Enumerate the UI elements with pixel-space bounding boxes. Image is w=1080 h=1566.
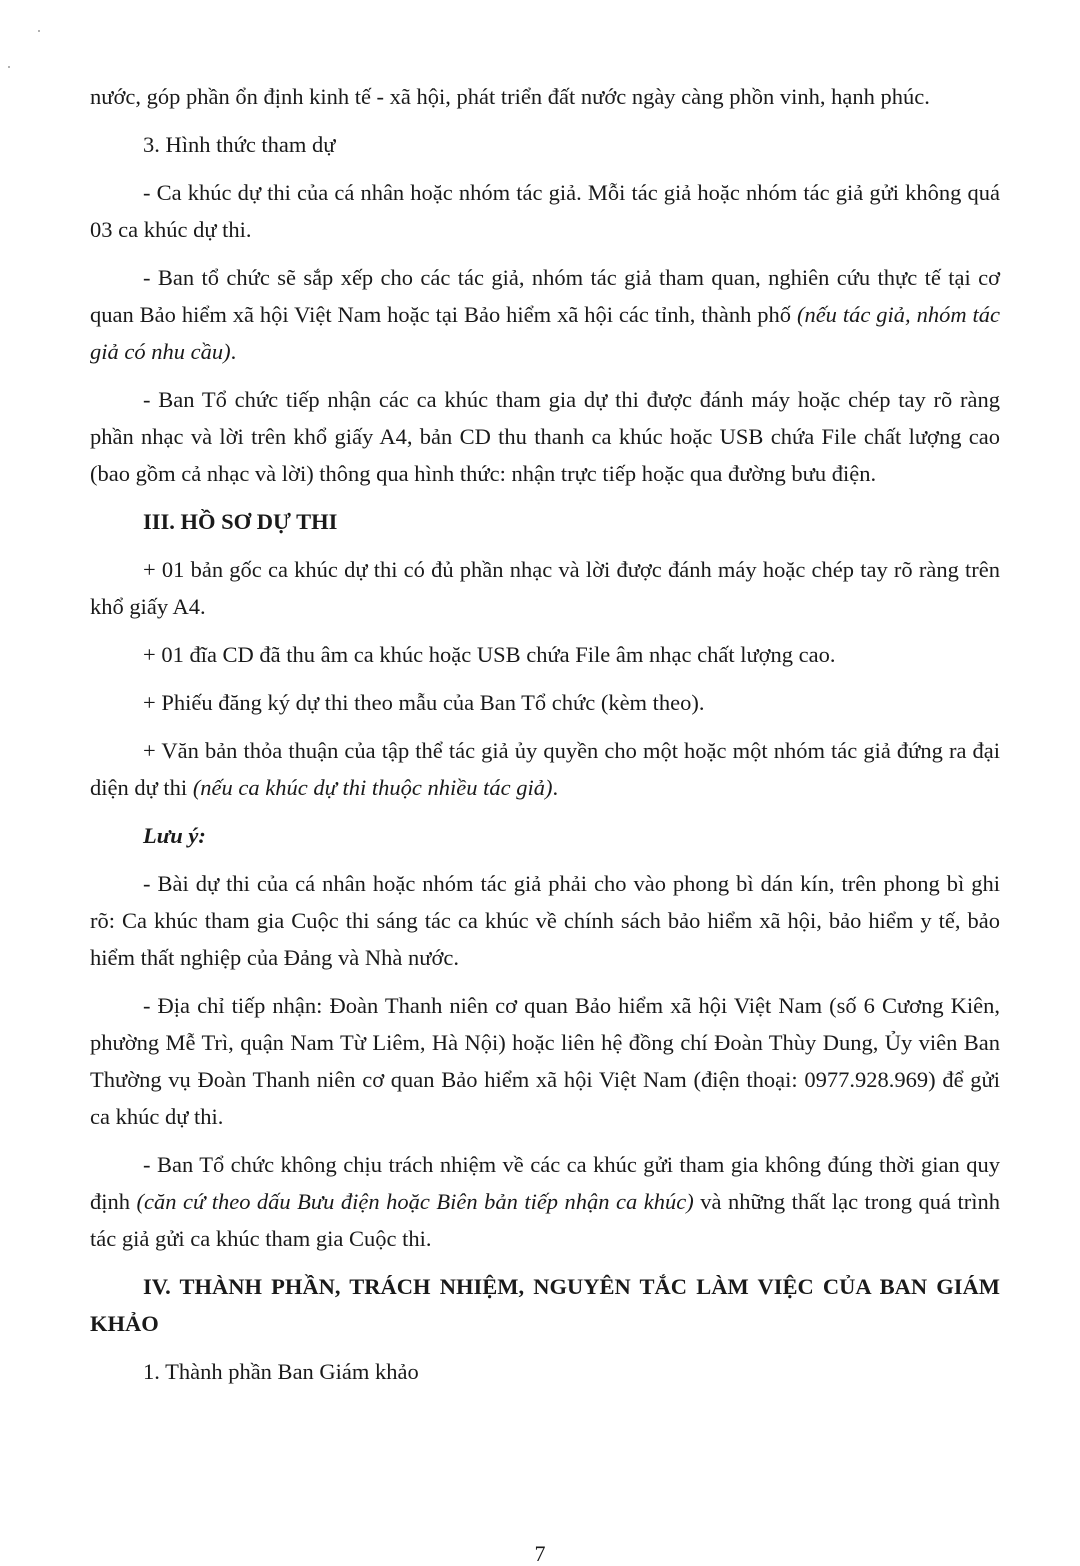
dossier-item-4 [90,732,1000,806]
section-iv-1-title: 1. Thành phần Ban Giám khảo [143,1359,419,1384]
dossier-item-2: + 01 đĩa CD đã thu âm ca khúc hoặc USB chứa File âm nhạc chất lượng cao. [143,642,836,667]
paragraph-end: và những thất lạc trong quá trình tác giả gửi ca khúc tham gia Cuộc thi. [90,1189,1001,1251]
italic-note: (nếu ca khúc dự thi thuộc nhiều tác giả) [192,775,553,800]
paragraph-end: . [230,339,237,364]
paragraph-end: . [552,775,559,800]
section-3-title: 3. Hình thức tham dự [143,132,336,157]
paragraph-text: - Ban Tổ chức không chịu trách nhiệm về các ca khúc gửi tham gia không đúng thời gian quy định [90,1152,1000,1214]
scan-speck [8,66,10,68]
document-page [90,78,1000,1401]
note-title: Lưu ý: [143,823,206,848]
section-3-paragraph-2 [90,259,1000,370]
continuation-paragraph: nước, góp phần ổn định kinh tế - xã hội, phát triển đất nước ngày càng phồn vinh, hạnh phúc. [90,84,930,109]
note-paragraph-2: - Địa chỉ tiếp nhận: Đoàn Thanh niên cơ quan Bảo hiểm xã hội Việt Nam (số 6 Cương Kiên, phường Mễ Trì, quận Nam Từ Liêm, Hà Nội) hoặc liên hệ đồng chí Đoàn Thùy Dung, Ủy viên Ban Thường vụ Đoàn Thanh niên cơ quan Bảo hiểm xã hội Việt Nam (điện thoại: 0977.928.969) để gửi ca khúc dự thi. [90,993,1000,1129]
dossier-item-3: + Phiếu đăng ký dự thi theo mẫu của Ban Tổ chức (kèm theo). [143,690,705,715]
italic-note: (căn cứ theo dấu Bưu điện hoặc Biên bản tiếp nhận ca khúc) [136,1189,694,1214]
note-paragraph-1: - Bài dự thi của cá nhân hoặc nhóm tác giả phải cho vào phong bì dán kín, trên phong bì ghi rõ: Ca khúc tham gia Cuộc thi sáng tác ca khúc về chính sách bảo hiểm xã hội, bảo hiểm y tế, bảo hiểm thất nghiệp của Đảng và Nhà nước. [90,871,1000,970]
italic-note: (nếu tác giả, nhóm tác giả có nhu cầu) [90,302,1000,364]
page-number: 7 [534,1541,546,1566]
paragraph-text: - Ban tổ chức sẽ sắp xếp cho các tác giả, nhóm tác giả tham quan, nghiên cứu thực tế tại cơ quan Bảo hiểm xã hội Việt Nam hoặc tại Bảo hiểm xã hội các tỉnh, thành phố [90,265,1000,327]
note-paragraph-3 [90,1146,1000,1257]
heading-iv: IV. THÀNH PHẦN, TRÁCH NHIỆM, NGUYÊN TẮC LÀM VIỆC CỦA BAN GIÁM KHẢO [90,1274,1000,1336]
heading-iii: III. HỒ SƠ DỰ THI [143,509,338,534]
section-3-paragraph-1: - Ca khúc dự thi của cá nhân hoặc nhóm tác giả. Mỗi tác giả hoặc nhóm tác giả gửi không quá 03 ca khúc dự thi. [90,180,1000,242]
paragraph-text: + Văn bản thỏa thuận của tập thể tác giả ủy quyền cho một hoặc một nhóm tác giả đứng ra đại diện dự thi [90,738,1000,800]
dossier-item-1: + 01 bản gốc ca khúc dự thi có đủ phần nhạc và lời được đánh máy hoặc chép tay rõ ràng trên khổ giấy A4. [90,557,1000,619]
section-3-paragraph-3: - Ban Tổ chức tiếp nhận các ca khúc tham gia dự thi được đánh máy hoặc chép tay rõ ràng phần nhạc và lời trên khổ giấy A4, bản CD thu thanh ca khúc hoặc USB chứa File chất lượng cao (bao gồm cả nhạc và lời) thông qua hình thức: nhận trực tiếp hoặc qua đường bưu điện. [90,387,1000,486]
scan-speck [38,30,40,32]
